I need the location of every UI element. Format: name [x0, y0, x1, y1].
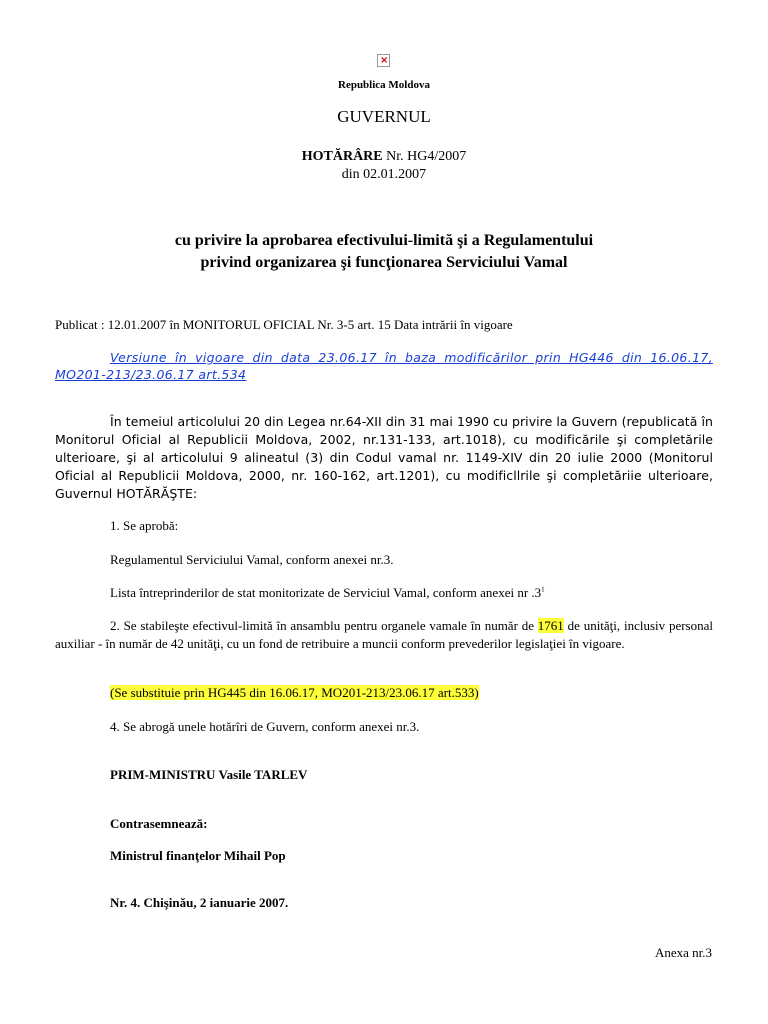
item-3-note-text: (Se substituie prin HG445 din 16.06.17, MO201-213/23.06.17 art.533) — [110, 685, 479, 700]
item-1b — [110, 584, 545, 601]
preamble-paragraph: În temeiul articolului 20 din Legea nr.64-XII din 31 mai 1990 cu privire la Guvern (republicată în Monitorul Oficial al Republicii Moldova, 2002, nr.131-133, art.1018), cu modificările şi completările ulterioare, şi al articolului 9 alineatul (3) din Codul vamal nr. 1149-XIV din 20 iulie 2000 (Monitorul Oficial al Republicii Moldova, 2000, nr. 160-162, art.1201), cu modificllrile şi completăriie ulterioare, Guvernul HOTĂRĂŞTE: — [55, 414, 713, 501]
publication-info: Publicat : 12.01.2007 în MONITORUL OFICIAL Nr. 3-5 art. 15 Data intrării în vigoare — [55, 317, 513, 332]
item-2-text-after: de unităţi, inclusiv personal auxiliar - în număr de 42 unităţi, cu un fond de retribuire a muncii conform prevederilor legislaţiei în vigoare. — [55, 618, 713, 651]
version-link-line-1[interactable]: Versiune în vigoare din data 23.06.17 în baza modificărilor prin HG446 din 16.06.17, — [110, 350, 713, 365]
item-3-note — [110, 684, 479, 701]
annex-label: Anexa nr.3 — [654, 945, 712, 960]
item-1a: Regulamentul Serviciului Vamal, conform anexei nr.3. — [110, 552, 394, 567]
number-place-date: Nr. 4. Chişinău, 2 ianuarie 2007. — [110, 895, 289, 910]
decision-label: HOTĂRÂRE — [301, 149, 383, 164]
decision-date: din 02.01.2007 — [341, 167, 427, 182]
countersign-label: Contrasemnează: — [110, 816, 208, 831]
item-1: 1. Se aprobă: — [110, 518, 179, 533]
item-4: 4. Se abrogă unele hotărîri de Guvern, conform anexei nr.3. — [110, 719, 420, 734]
broken-image-icon: × — [377, 54, 390, 67]
document-title-line-1: cu privire la aprobarea efectivului-limită şi a Regulamentului — [174, 232, 594, 249]
item-2-text-before: 2. Se stabileşte efectivul-limită în ansamblu pentru organele vamale în număr de — [110, 618, 538, 633]
document-title-line-2: privind organizarea şi funcţionarea Serviciului Vamal — [200, 254, 568, 271]
item-1b-text: Lista întreprinderilor de stat monitorizate de Serviciul Vamal, conform anexei nr .3 — [110, 585, 542, 600]
decision-number — [0, 148, 768, 166]
government-title: GUVERNUL — [337, 107, 431, 126]
version-link[interactable] — [55, 349, 713, 383]
finance-minister-signature: Ministrul finanţelor Mihail Pop — [110, 848, 286, 863]
item-2 — [55, 617, 713, 653]
item-2-highlighted-number: 1761 — [537, 618, 564, 633]
item-1b-footnote: 1 — [541, 585, 545, 594]
decision-number-text: Nr. HG4/2007 — [382, 149, 467, 164]
country-name: Republica Moldova — [338, 79, 430, 91]
prime-minister-signature: PRIM-MINISTRU Vasile TARLEV — [110, 767, 308, 782]
version-link-line-2[interactable]: MO201-213/23.06.17 art.534 — [55, 367, 247, 382]
